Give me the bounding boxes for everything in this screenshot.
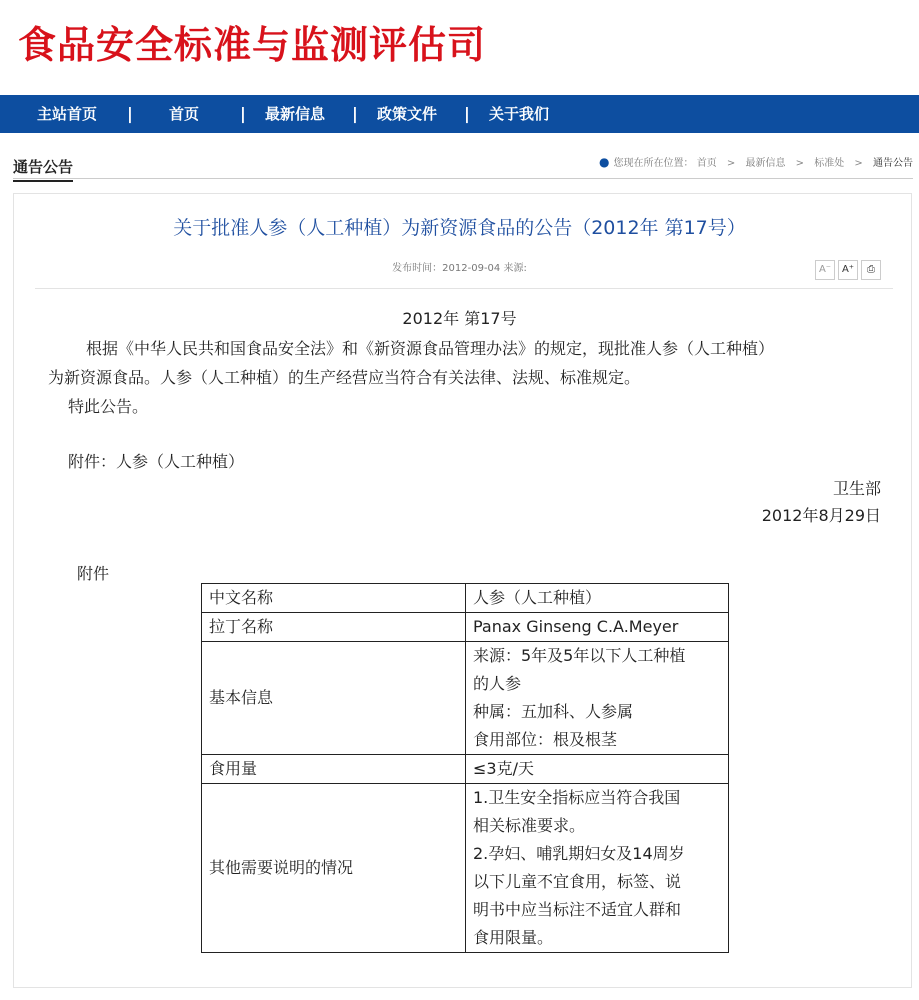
table-key: 食用量 <box>202 755 466 784</box>
main-nav <box>0 95 919 133</box>
paragraph-2: 特此公告。 <box>68 397 149 416</box>
nav-separator: | <box>464 104 470 123</box>
table-value <box>466 784 729 953</box>
table-row <box>202 755 729 784</box>
breadcrumb-arrow: > <box>854 158 863 169</box>
table-value-line: 明书中应当标注不适宜人群和 <box>473 900 682 919</box>
table-value-line: 2.孕妇、哺乳期妇女及14周岁 <box>473 844 685 863</box>
nav-separator: | <box>240 104 246 123</box>
signature-org: 卫生部 <box>832 479 881 498</box>
nav-item-home[interactable]: 首页 <box>169 105 200 123</box>
paragraph-1-line-1: 根据《中华人民共和国食品安全法》和《新资源食品管理办法》的规定，现批准人参（人工种植） <box>86 339 775 358</box>
table-value-line: 以下儿童不宜食用，标签、说 <box>473 872 682 891</box>
article-tools <box>815 257 884 280</box>
nav-separator: | <box>127 104 133 123</box>
table-value-line: 食用部位：根及根茎 <box>473 730 618 749</box>
article-title: 关于批准人参（人工种植）为新资源食品的公告（2012年 第17号） <box>173 217 746 239</box>
breadcrumb-current: 通告公告 <box>873 158 913 169</box>
table-value: 人参（人工种植） <box>466 584 729 613</box>
table-value: Panax Ginseng C.A.Meyer <box>466 613 729 642</box>
table-value-line: 相关标准要求。 <box>473 816 586 835</box>
table-row <box>202 613 729 642</box>
breadcrumb-latest[interactable]: 最新信息 <box>745 158 786 169</box>
font-increase-icon[interactable]: A⁺ <box>838 260 858 280</box>
attachment-line: 附件：人参（人工种植） <box>68 452 245 471</box>
print-icon[interactable]: ⎙ <box>861 260 881 280</box>
nav-item-policy[interactable]: 政策文件 <box>377 105 438 123</box>
table-key: 其他需要说明的情况 <box>202 784 466 953</box>
divider <box>35 288 893 289</box>
breadcrumb <box>599 154 913 169</box>
attachment-label: 附件 <box>77 564 110 583</box>
table-row <box>202 784 729 953</box>
location-pin-icon: ● <box>599 155 610 169</box>
table-value-line: 的人参 <box>473 674 522 693</box>
section-header <box>13 150 913 179</box>
section-title: 通告公告 <box>13 156 73 182</box>
nav-item-about[interactable]: 关于我们 <box>489 105 550 123</box>
site-title: 食品安全标准与监测评估司 <box>18 23 487 67</box>
nav-separator: | <box>352 104 358 123</box>
table-value-line: 来源：5年及5年以下人工种植 <box>473 646 686 665</box>
table-row <box>202 584 729 613</box>
table-value-line: 食用限量。 <box>473 928 554 947</box>
breadcrumb-prefix: 您现在所在位置： <box>613 158 694 169</box>
table-row <box>202 642 729 755</box>
table-value-line: 种属：五加科、人参属 <box>473 702 634 721</box>
nav-item-main-home[interactable]: 主站首页 <box>37 105 98 123</box>
signature-date: 2012年8月29日 <box>761 506 881 525</box>
nav-item-latest[interactable]: 最新信息 <box>265 105 326 123</box>
breadcrumb-arrow: > <box>726 158 736 169</box>
breadcrumb-home[interactable]: 首页 <box>696 158 717 169</box>
table-value: ≤3克/天 <box>466 755 729 784</box>
table-key: 中文名称 <box>202 584 466 613</box>
table-value-line: 1.卫生安全指标应当符合我国 <box>473 788 681 807</box>
table-key: 基本信息 <box>202 642 466 755</box>
announcement-number: 2012年 第17号 <box>402 309 517 328</box>
font-decrease-icon[interactable]: A⁻ <box>815 260 835 280</box>
table-key: 拉丁名称 <box>202 613 466 642</box>
breadcrumb-standards[interactable]: 标准处 <box>814 158 845 169</box>
article-meta: 发布时间：2012-09-04 来源: <box>392 263 527 274</box>
table-value <box>466 642 729 755</box>
breadcrumb-arrow: > <box>795 158 805 169</box>
paragraph-1-line-2: 为新资源食品。人参（人工种植）的生产经营应当符合有关法律、法规、标准规定。 <box>48 368 641 387</box>
attachment-table <box>201 583 729 953</box>
